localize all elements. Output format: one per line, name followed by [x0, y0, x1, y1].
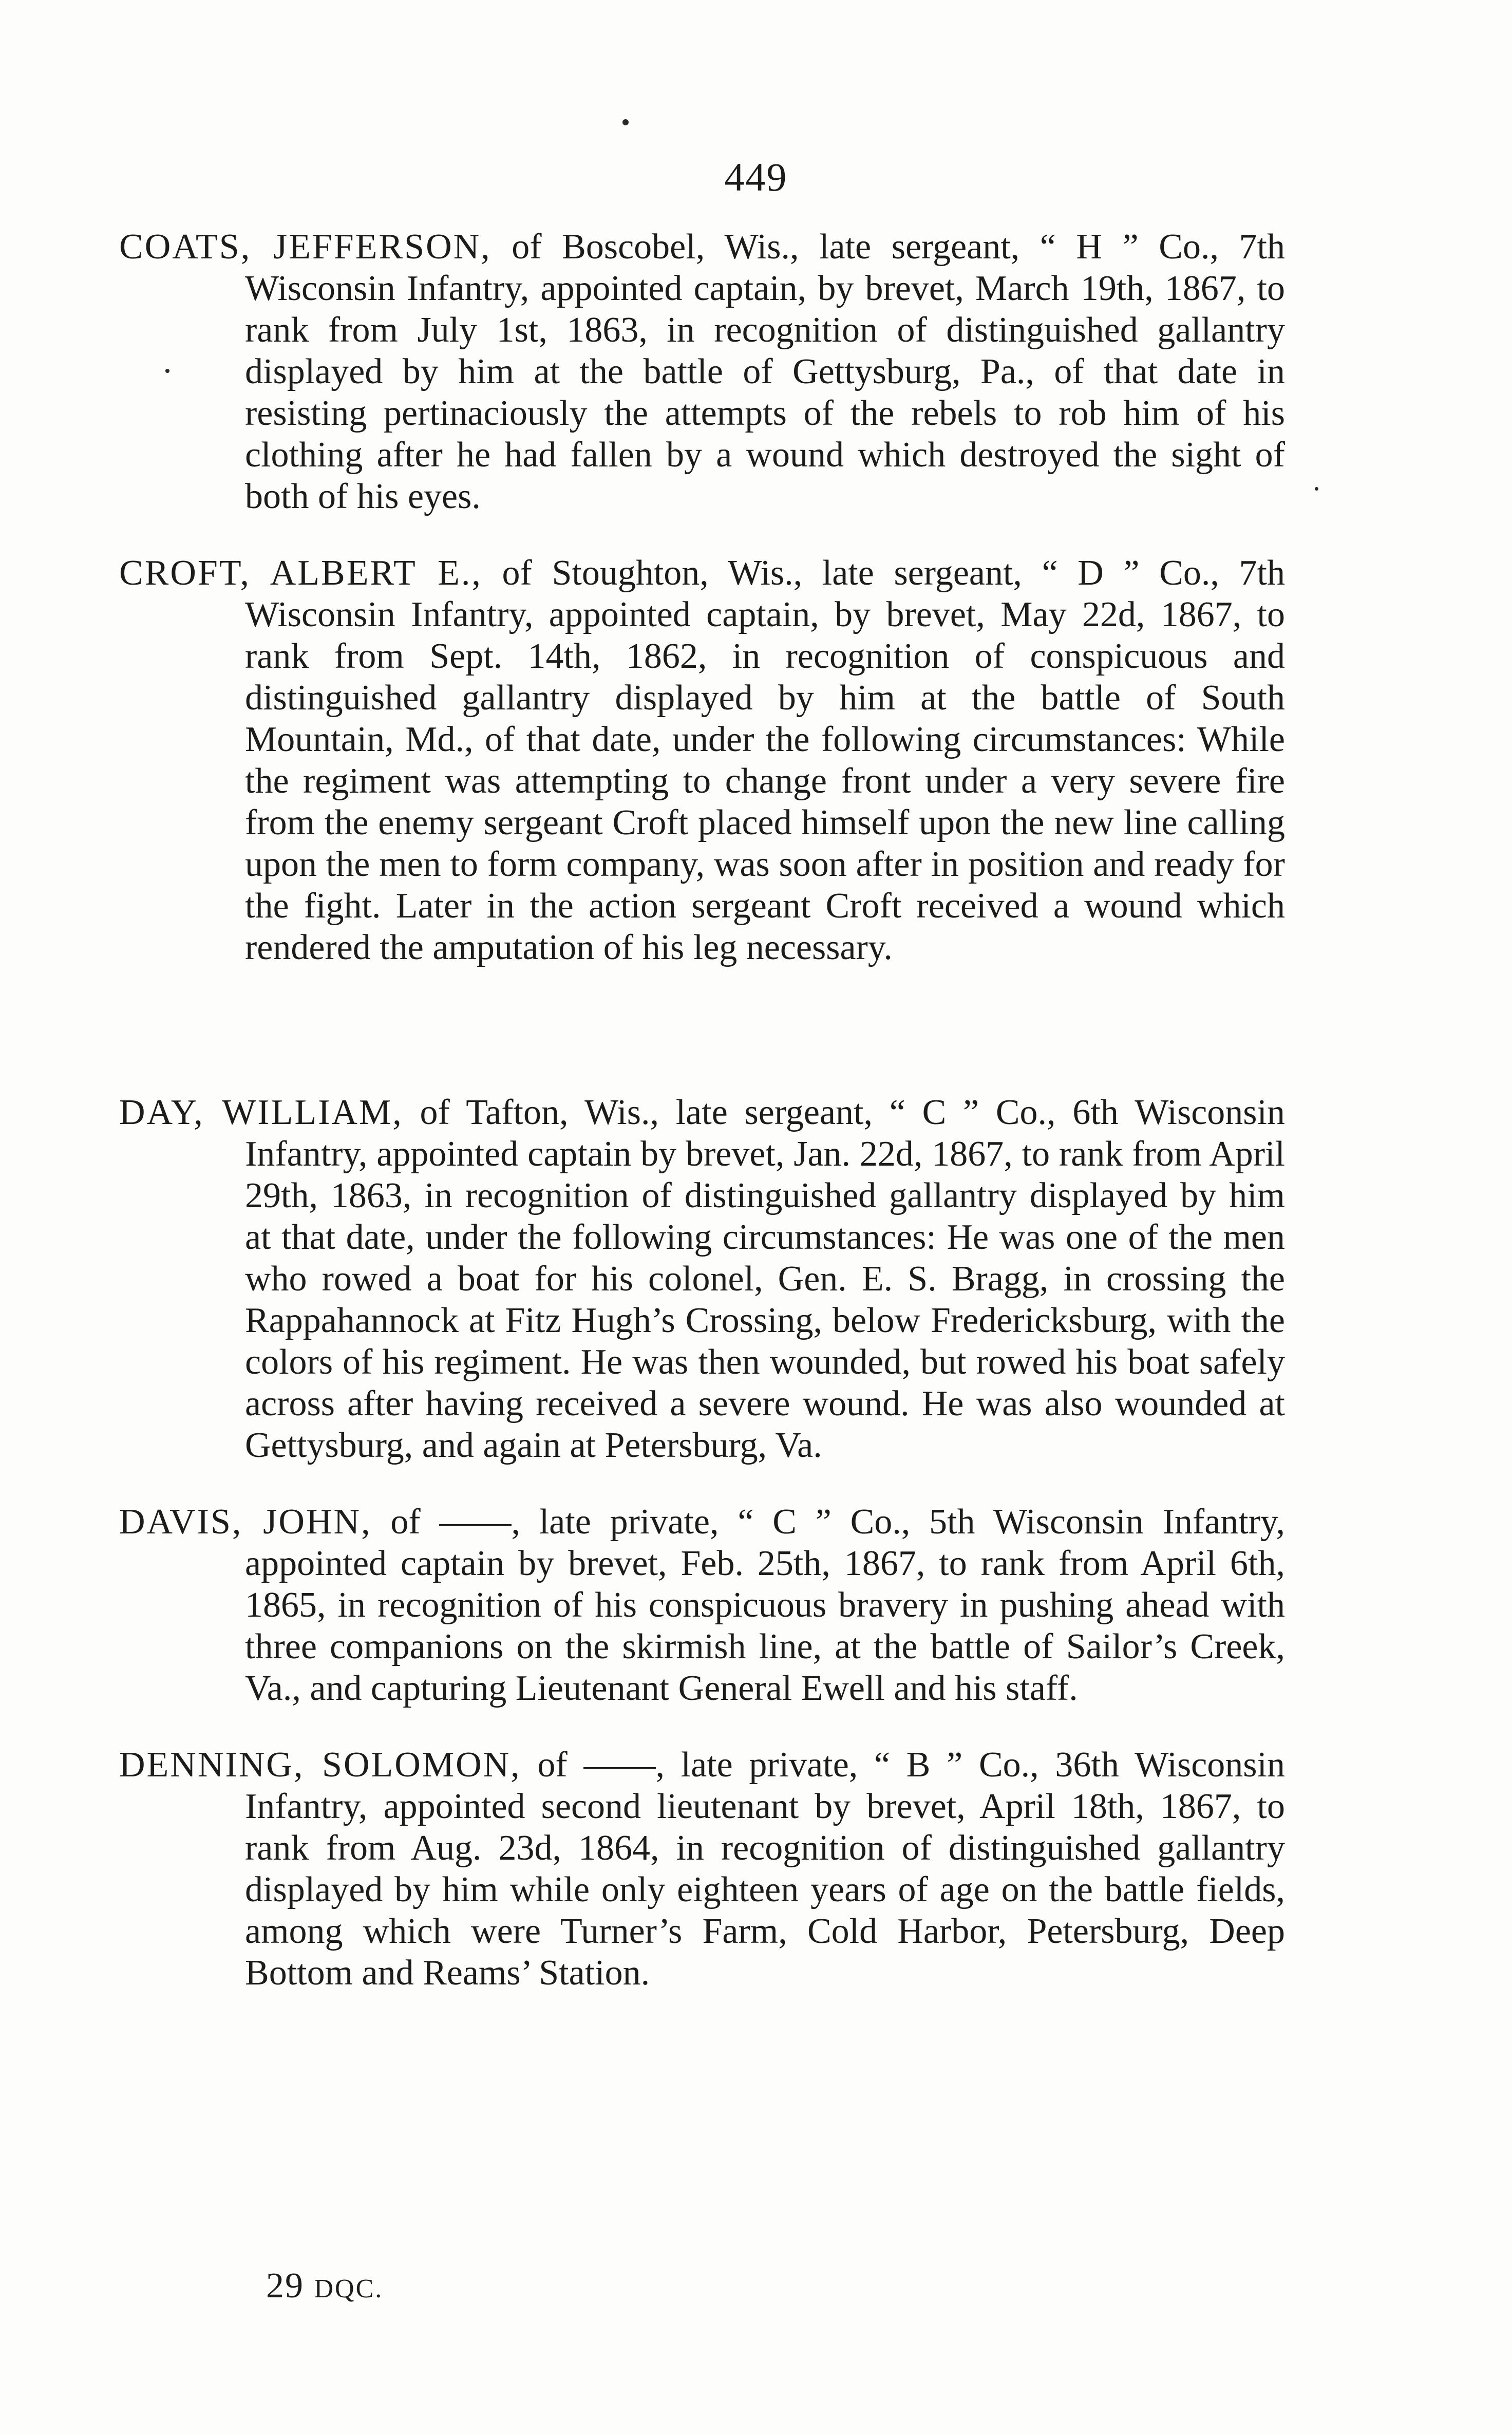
entry-text: of Stoughton, Wis., late sergeant, “ D ” Co., 7th Wisconsin Infantry, appointed captain, by brevet, May 22d, 1867, to rank from Sept. 14th, 1862, in recognition of conspicuous and distinguished gallantry displayed by him at the battle of South Mountain, Md., of that date, under the following circumstances: While the regiment was attempting to change front under a very severe fire from the enemy sergeant Croft placed himself upon the new line calling upon the men to form company, was soon after in position and ready for the fight. Later in the action sergeant Croft received a wound which rendered the amputation of his leg necessary. [245, 553, 1285, 967]
entry-list [119, 226, 1285, 2029]
print-speck [1315, 487, 1318, 491]
entry-name: DAVIS, JOHN, [119, 1502, 372, 1542]
entry-croft [119, 552, 1285, 968]
entry-text: of Tafton, Wis., late sergeant, “ C ” Co., 6th Wisconsin Infantry, appointed captain by brevet, Jan. 22d, 1867, to rank from April 29th, 1863, in recognition of distinguished gallantry displayed by him at that date, under the following circumstances: He was one of the men who rowed a boat for his colonel, Gen. E. S. Bragg, in crossing the Rappahannock at Fitz Hugh’s Crossing, below Fredericksburg, with the colors of his regiment. He was then wounded, but rowed his boat safely across after having received a severe wound. He was also wounded at Gettysburg, and again at Petersburg, Va. [245, 1093, 1285, 1465]
entry-name: DAY, WILLIAM, [119, 1093, 403, 1132]
signature-mark [266, 2265, 383, 2307]
entry-davis [119, 1501, 1285, 1709]
signature-letters: DQC. [314, 2274, 384, 2303]
entry-denning [119, 1744, 1285, 1994]
entry-text: of ——, late private, “ C ” Co., 5th Wisconsin Infantry, appointed captain by brevet, Feb. 25th, 1867, to rank from April 6th, 1865, in recognition of his conspicuous bravery in pushing ahead with three companions on the skirmish line, at the battle of Sailor’s Creek, Va., and capturing Lieutenant General Ewell and his staff. [245, 1502, 1285, 1708]
entry-text: of Boscobel, Wis., late sergeant, “ H ” Co., 7th Wisconsin Infantry, appointed captain, by brevet, March 19th, 1867, to rank from July 1st, 1863, in recognition of distinguished gallantry displayed by him at the battle of Gettysburg, Pa., of that date in resisting pertinaciously the attempts of the rebels to rob him of his clothing after he had fallen by a wound which destroyed the sight of both of his eyes. [245, 227, 1285, 516]
signature-number: 29 [266, 2266, 304, 2306]
entry-coats [119, 226, 1285, 517]
page-number: 449 [724, 155, 788, 199]
entry-name: COATS, JEFFERSON, [119, 227, 492, 267]
print-speck [622, 119, 629, 125]
entry-text: of ——, late private, “ B ” Co., 36th Wisconsin Infantry, appointed second lieutenant by brevet, April 18th, 1867, to rank from Aug. 23d, 1864, in recognition of distinguished gallantry displayed by him while only eighteen years of age on the battle fields, among which were Turner’s Farm, Cold Harbor, Petersburg, Deep Bottom and Reams’ Station. [245, 1745, 1285, 1993]
entry-name: CROFT, ALBERT E., [119, 553, 482, 593]
entry-name: DENNING, SOLOMON, [119, 1745, 521, 1785]
entry-day [119, 1092, 1285, 1466]
